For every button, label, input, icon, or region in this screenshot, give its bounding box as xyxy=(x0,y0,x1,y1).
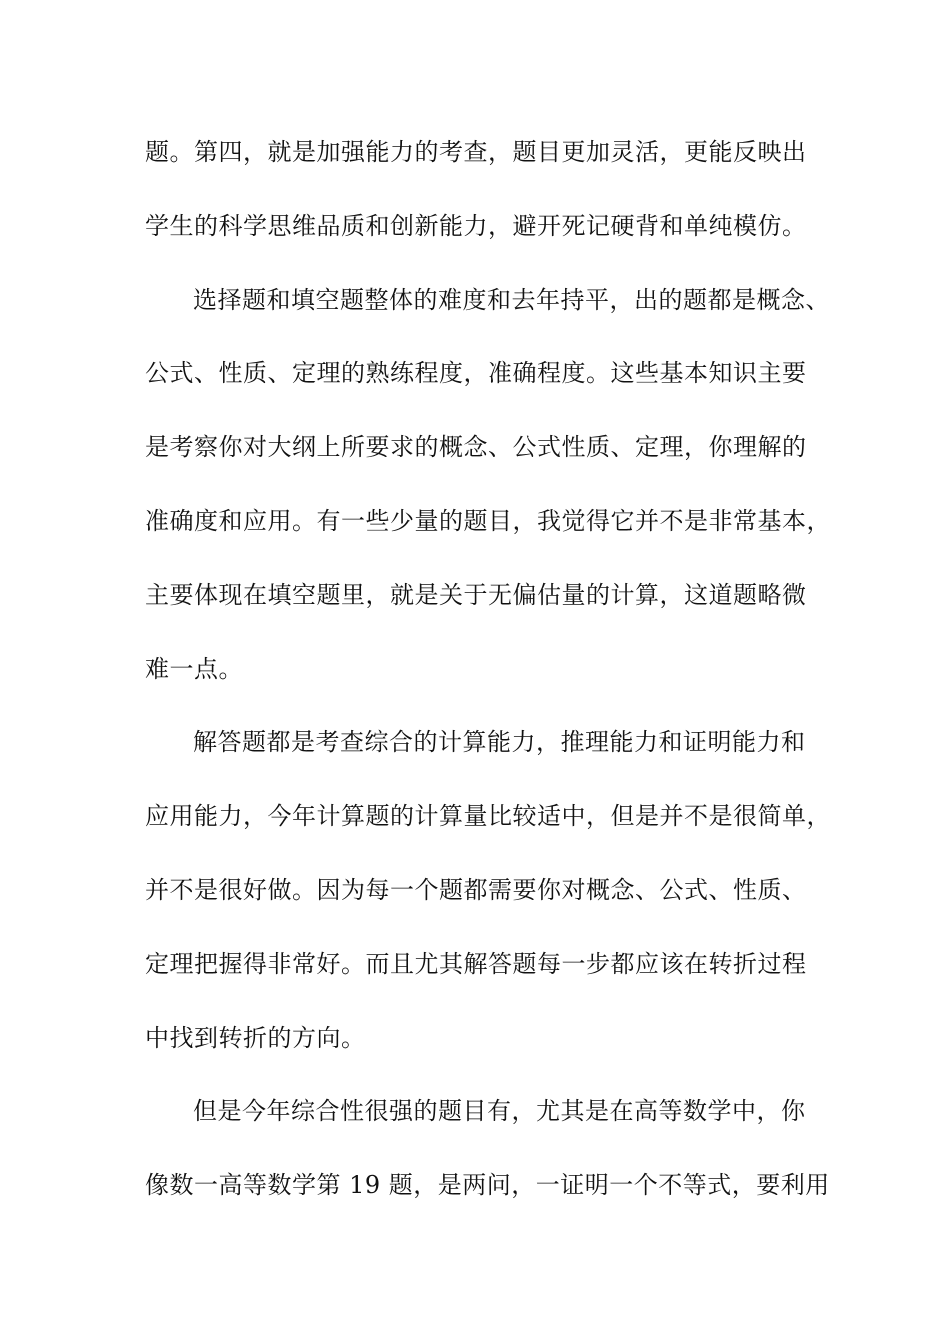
body-text xyxy=(145,128,835,1235)
text-line: 像数一高等数学第 19 题，是两问，一证明一个不等式，要利用 xyxy=(145,1171,830,1200)
paragraph-start-line: 解答题都是考查综合的计算能力，推理能力和证明能力和 xyxy=(193,728,806,757)
text-line: 中找到转折的方向。 xyxy=(145,1023,366,1052)
text-line: 主要体现在填空题里，就是关于无偏估量的计算，这道题略微 xyxy=(145,580,807,609)
text-line: 准确度和应用。有一些少量的题目，我觉得它并不是非常基本， xyxy=(145,506,831,535)
text-line: 公式、性质、定理的熟练程度，准确程度。这些基本知识主要 xyxy=(145,359,807,388)
text-line: 并不是很好做。因为每一个题都需要你对概念、公式、性质、 xyxy=(145,875,807,904)
text-line: 应用能力，今年计算题的计算量比较适中，但是并不是很简单， xyxy=(145,802,831,831)
paragraph-start-line: 但是今年综合性很强的题目有，尤其是在高等数学中，你 xyxy=(193,1097,806,1126)
paragraph-start-line: 选择题和填空题整体的难度和去年持平，出的题都是概念、 xyxy=(193,285,830,314)
text-line: 题。第四，就是加强能力的考查，题目更加灵活，更能反映出 xyxy=(145,138,807,166)
text-line: 难一点。 xyxy=(145,654,243,683)
text-line: 学生的科学思维品质和创新能力，避开死记硬背和单纯模仿。 xyxy=(145,211,807,240)
text-line: 是考察你对大纲上所要求的概念、公式性质、定理，你理解的 xyxy=(145,433,807,462)
text-line: 定理把握得非常好。而且尤其解答题每一步都应该在转折过程 xyxy=(145,949,807,978)
